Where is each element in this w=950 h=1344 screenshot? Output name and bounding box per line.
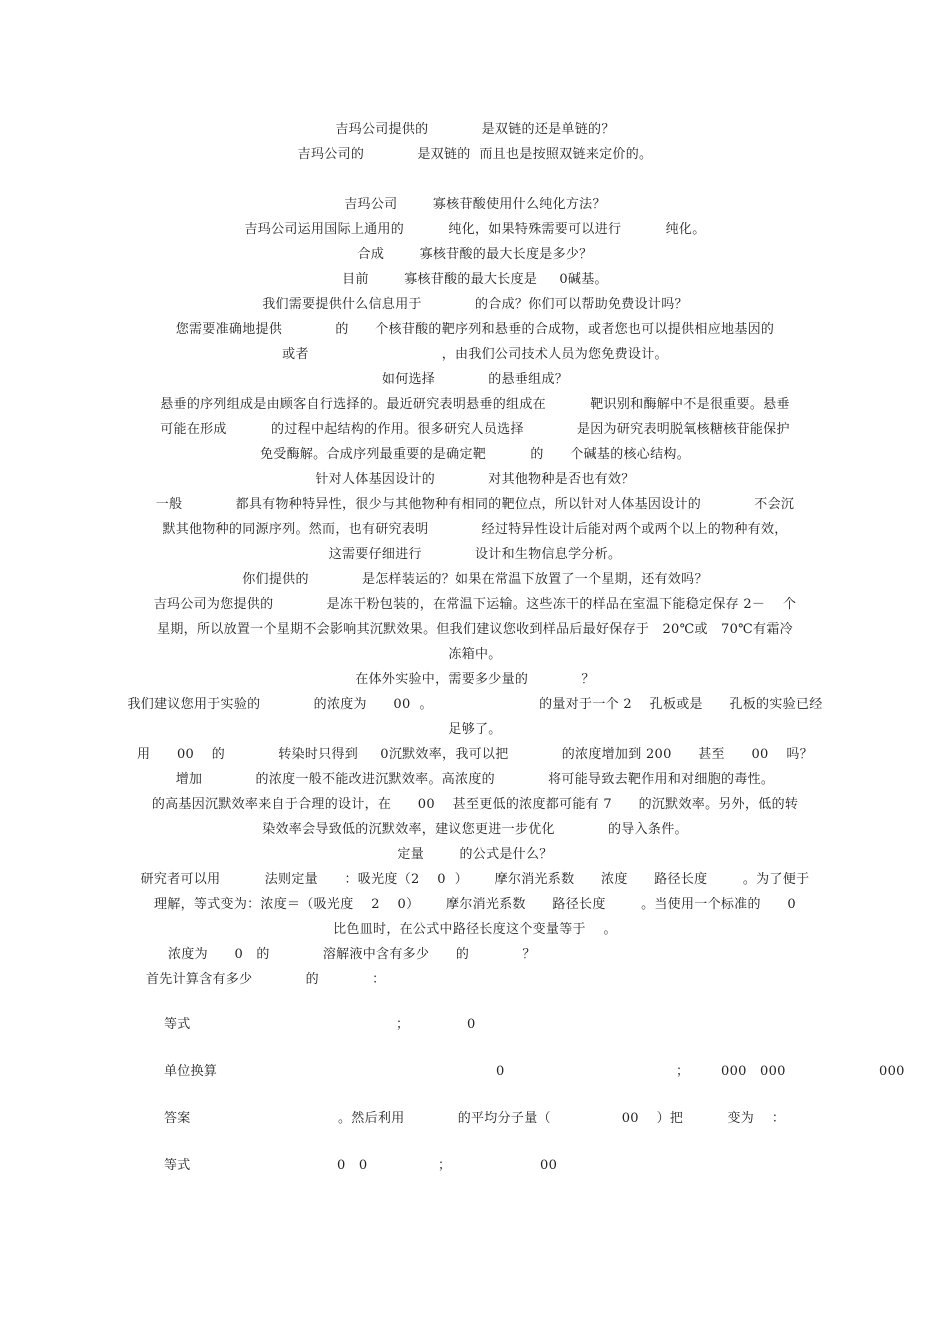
faq-answer-9-line-3: 染效率会导致低的沉默效率，建议您更进一步优化 的导入条件。	[262, 822, 688, 837]
calc-unit-value-c: 000	[879, 1064, 905, 1079]
faq-answer-5-line-3: 免受酶解。合成序列最重要的是确定靶 的 个碱基的核心结构。	[259, 447, 691, 462]
calc-equation-1-label: 等式	[164, 1017, 191, 1032]
faq-answer-5-line-1: 悬垂的序列组成是由顾客自行选择的。最近研究表明悬垂的组成在 靶识别和酶解中不是很重要。悬垂	[160, 397, 790, 412]
calc-equation-1-value: 0	[467, 1017, 476, 1032]
faq-answer-6-line-1: 一般 都具有物种特异性，很少与其他物种有相同的靶位点，所以针对人体基因设计的 不会沉	[155, 497, 795, 512]
calc-equation-2-value-a: 0 0	[337, 1158, 368, 1173]
calc-unit-value-b: 000 000	[721, 1064, 786, 1079]
faq-answer-10-line-2: 理解，等式变为：浓度＝（吸光度 2 0） 摩尔消光系数 路径长度 。当使用一个标准的 0	[154, 897, 796, 912]
faq-answer-7-line-1: 吉玛公司为您提供的 是冻干粉包装的，在常温下运输。这些冻干的样品在室温下能稳定保存 2－ 个	[153, 597, 797, 612]
faq-answer-8-line-2: 足够了。	[448, 722, 502, 737]
calc-answer-label: 答案	[164, 1111, 191, 1126]
faq-answer-7-line-3: 冻箱中。	[448, 647, 502, 662]
faq-answer-8-line-1: 我们建议您用于实验的 的浓度为 00 。 的量对于一个 2 孔板或是 孔板的实验已经	[127, 697, 823, 712]
faq-question-2: 吉玛公司 寡核苷酸使用什么纯化方法？	[344, 197, 606, 212]
faq-question-1: 吉玛公司提供的 是双链的还是单链的？	[335, 122, 615, 137]
faq-question-3: 合成 寡核苷酸的最大长度是多少？	[357, 247, 593, 262]
faq-question-9: 用 00 的 转染时只得到 0沉默效率，我可以把 的浓度增加到 200 甚至 00 吗？	[137, 747, 813, 762]
faq-answer-2: 吉玛公司运用国际上通用的 纯化，如果特殊需要可以进行 纯化。	[244, 222, 706, 237]
calc-unit-label: 单位换算	[164, 1064, 218, 1079]
faq-question-11: 浓度为 0 的 溶解液中含有多少 的 ？	[168, 947, 536, 962]
faq-answer-9-line-1: 增加 的浓度一般不能改进沉默效率。高浓度的 将可能导致去靶作用和对细胞的毒性。	[175, 772, 775, 787]
calc-equation-1-separator: ；	[396, 1017, 410, 1032]
faq-question-6: 针对人体基因设计的 对其他物种是否也有效？	[315, 472, 635, 487]
calc-unit-separator: ；	[676, 1064, 690, 1079]
calc-equation-2-label: 等式	[164, 1158, 191, 1173]
faq-answer-11-intro: 首先计算含有多少 的 ：	[146, 972, 386, 987]
faq-answer-1: 吉玛公司的 是双链的 而且也是按照双链来定价的。	[297, 147, 653, 162]
faq-answer-3: 目前 寡核苷酸的最大长度是 0碱基。	[342, 272, 608, 287]
calc-equation-2-separator: ；	[438, 1158, 452, 1173]
faq-answer-10-line-3: 比色皿时，在公式中路径长度这个变量等于 。	[333, 922, 617, 937]
faq-answer-10-line-1: 研究者可以用 法则定量 ：吸光度（2 0 ） 摩尔消光系数 浓度 路径长度 。为了便于	[140, 872, 810, 887]
faq-answer-6-line-3: 这需要仔细进行 设计和生物信息学分析。	[328, 547, 622, 562]
faq-question-7: 你们提供的 是怎样装运的？如果在常温下放置了一个星期，还有效吗？	[242, 572, 708, 587]
calc-unit-value-a: 0	[496, 1064, 505, 1079]
faq-question-4: 我们需要提供什么信息用于 的合成？你们可以帮助免费设计吗？	[262, 297, 688, 312]
faq-answer-7-line-2: 星期，所以放置一个星期不会影响其沉默效果。但我们建议您收到样品后最好保存于 20℃或 70℃有霜冷	[157, 622, 793, 637]
calc-answer-text: 。然后利用 的平均分子量（ 00 ）把 变为 ：	[338, 1111, 786, 1126]
faq-answer-6-line-2: 默其他物种的同源序列。然而，也有研究表明 经过特异性设计后能对两个或两个以上的物种有效，	[162, 522, 788, 537]
faq-question-8: 在体外实验中，需要多少量的 ？	[355, 672, 595, 687]
faq-answer-4-line-2: 或者 ，由我们公司技术人员为您免费设计。	[282, 347, 668, 362]
faq-question-5: 如何选择 的悬垂组成？	[381, 372, 569, 387]
faq-answer-9-line-2: 的高基因沉默效率来自于合理的设计，在 00 甚至更低的浓度都可能有 7 的沉默效率。另外，低的转	[151, 797, 799, 812]
faq-answer-5-line-2: 可能在形成 的过程中起结构的作用。很多研究人员选择 是因为研究表明脱氧核糖核苷能保护	[160, 422, 790, 437]
faq-question-10: 定量 的公式是什么？	[397, 847, 553, 862]
calc-equation-2-value-b: 00	[540, 1158, 558, 1173]
faq-answer-4-line-1: 您需要准确地提供 的 个核苷酸的靶序列和悬垂的合成物，或者您也可以提供相应地基因的	[175, 322, 775, 337]
